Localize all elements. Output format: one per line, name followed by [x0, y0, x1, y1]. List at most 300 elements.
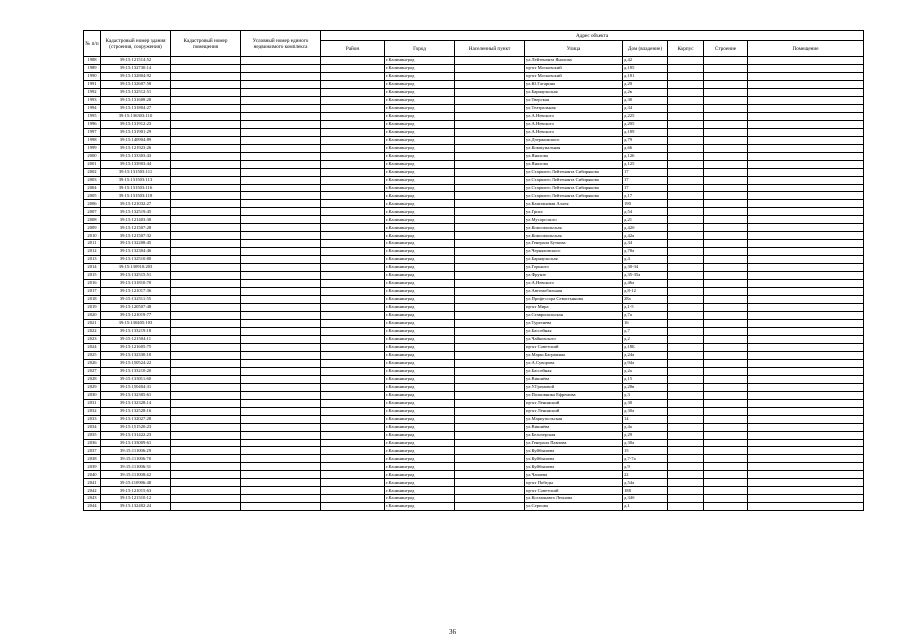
cell-conditional	[241, 304, 321, 312]
cell-city: г.Калининград	[385, 176, 455, 184]
cell-conditional	[241, 319, 321, 327]
cell-street: пр-кт Ленинский	[525, 399, 623, 407]
cell-city: г.Калининград	[385, 319, 455, 327]
cell-region	[321, 176, 385, 184]
cell-stroenie	[704, 399, 748, 407]
cell-cad-building: 39:15:140904:89	[101, 136, 171, 144]
cell-cad-premises	[171, 57, 241, 65]
cell-street: ул.Барнаульская	[525, 256, 623, 264]
cell-region	[321, 367, 385, 375]
cell-cad-building: 39:15:111008:42	[101, 471, 171, 479]
header-num: № п/п	[84, 31, 101, 57]
table-row	[84, 431, 864, 439]
cell-room	[748, 431, 864, 439]
cell-room	[748, 439, 864, 447]
cell-cad-premises	[171, 447, 241, 455]
cell-house: д.185	[623, 64, 668, 72]
cell-region	[321, 216, 385, 224]
cell-city: г.Калининград	[385, 487, 455, 495]
cell-house: д.29	[623, 431, 668, 439]
cell-house: д.181	[623, 72, 668, 80]
cell-cad-building: 39:15:132027:28	[101, 415, 171, 423]
cell-region	[321, 224, 385, 232]
cell-city: г.Калининград	[385, 423, 455, 431]
cell-region	[321, 256, 385, 264]
cell-room	[748, 471, 864, 479]
cell-korpus	[668, 168, 704, 176]
cell-num: 1999	[84, 144, 101, 152]
cell-stroenie	[704, 367, 748, 375]
cell-stroenie	[704, 479, 748, 487]
cell-korpus	[668, 383, 704, 391]
cell-settlement	[455, 375, 525, 383]
cell-house: д.1	[623, 503, 668, 511]
cell-city: г.Калининград	[385, 288, 455, 296]
cell-cad-premises	[171, 463, 241, 471]
cell-num: 2000	[84, 152, 101, 160]
cell-conditional	[241, 447, 321, 455]
cell-stroenie	[704, 351, 748, 359]
table-row	[84, 415, 864, 423]
cell-city: г.Калининград	[385, 120, 455, 128]
cell-cad-building: 39:15:132528:16	[101, 407, 171, 415]
cell-room	[748, 359, 864, 367]
cell-house: д.2	[623, 335, 668, 343]
cell-conditional	[241, 104, 321, 112]
cell-stroenie	[704, 272, 748, 280]
cell-korpus	[668, 216, 704, 224]
cell-street: ул.Бассейная	[525, 327, 623, 335]
cell-room	[748, 423, 864, 431]
cell-conditional	[241, 264, 321, 272]
cell-room	[748, 57, 864, 65]
cell-room	[748, 407, 864, 415]
cell-stroenie	[704, 144, 748, 152]
cell-conditional	[241, 455, 321, 463]
cell-cad-premises	[171, 280, 241, 288]
cell-conditional	[241, 152, 321, 160]
cell-settlement	[455, 208, 525, 216]
cell-stroenie	[704, 104, 748, 112]
cell-city: г.Калининград	[385, 431, 455, 439]
cell-cad-premises	[171, 128, 241, 136]
cell-settlement	[455, 168, 525, 176]
cell-cad-premises	[171, 471, 241, 479]
cell-num: 2020	[84, 312, 101, 320]
cell-stroenie	[704, 136, 748, 144]
cell-city: г.Калининград	[385, 256, 455, 264]
table-row	[84, 351, 864, 359]
cell-cad-building: 39:15:110906:48	[101, 479, 171, 487]
cell-region	[321, 391, 385, 399]
cell-conditional	[241, 184, 321, 192]
header-stroenie: Строение	[704, 41, 748, 57]
cell-region	[321, 152, 385, 160]
cell-korpus	[668, 160, 704, 168]
cell-settlement	[455, 248, 525, 256]
cell-stroenie	[704, 407, 748, 415]
cell-street: ул.Старшего Лейтенанта Сибирякова	[525, 168, 623, 176]
cell-num: 2035	[84, 431, 101, 439]
cell-num: 2032	[84, 407, 101, 415]
cell-street: ул.Горького	[525, 264, 623, 272]
cell-city: г.Калининград	[385, 57, 455, 65]
table-row	[84, 471, 864, 479]
cell-settlement	[455, 136, 525, 144]
cell-num: 2021	[84, 319, 101, 327]
cell-street: ул.Яналова	[525, 152, 623, 160]
table-row	[84, 280, 864, 288]
cell-conditional	[241, 112, 321, 120]
cell-city: г.Калининград	[385, 72, 455, 80]
cell-cad-building: 39:15:136303:110	[101, 112, 171, 120]
cell-stroenie	[704, 423, 748, 431]
cell-settlement	[455, 487, 525, 495]
cell-room	[748, 136, 864, 144]
cell-region	[321, 208, 385, 216]
cell-room	[748, 96, 864, 104]
cell-room	[748, 463, 864, 471]
cell-cad-building: 39:15:131804:27	[101, 104, 171, 112]
cell-num: 2019	[84, 304, 101, 312]
cell-room	[748, 399, 864, 407]
cell-stroenie	[704, 112, 748, 120]
cell-korpus	[668, 184, 704, 192]
cell-cad-premises	[171, 272, 241, 280]
cell-cad-premises	[171, 407, 241, 415]
cell-korpus	[668, 399, 704, 407]
cell-cad-premises	[171, 431, 241, 439]
cell-cad-building: 39:15:121923:26	[101, 144, 171, 152]
cell-region	[321, 280, 385, 288]
table-row	[84, 176, 864, 184]
cell-house: д.78а	[623, 248, 668, 256]
cell-num: 2023	[84, 335, 101, 343]
cell-region	[321, 312, 385, 320]
cell-street: ул.Куйбышева	[525, 455, 623, 463]
cell-street: ул.Тверская	[525, 96, 623, 104]
cell-conditional	[241, 192, 321, 200]
cell-cad-premises	[171, 335, 241, 343]
cell-house: д.126	[623, 152, 668, 160]
cell-city: г.Калининград	[385, 312, 455, 320]
cell-house: 17	[623, 168, 668, 176]
cell-house: д.4	[623, 256, 668, 264]
cell-cad-building: 39:15:121403:30	[101, 216, 171, 224]
cell-num: 2031	[84, 399, 101, 407]
cell-korpus	[668, 343, 704, 351]
cell-region	[321, 487, 385, 495]
cell-settlement	[455, 192, 525, 200]
cell-city: г.Калининград	[385, 80, 455, 88]
cell-cad-building: 39:15:131503:111	[101, 168, 171, 176]
cell-stroenie	[704, 240, 748, 248]
cell-korpus	[668, 232, 704, 240]
cell-cad-premises	[171, 399, 241, 407]
cell-num: 2006	[84, 200, 101, 208]
cell-korpus	[668, 288, 704, 296]
cell-street: ул.А.Невского	[525, 280, 623, 288]
cell-korpus	[668, 487, 704, 495]
cell-settlement	[455, 256, 525, 264]
cell-house: д.205	[623, 120, 668, 128]
cell-region	[321, 463, 385, 471]
cell-settlement	[455, 112, 525, 120]
cell-cad-building: 39:15:121605:75	[101, 343, 171, 351]
cell-cad-premises	[171, 319, 241, 327]
cell-conditional	[241, 375, 321, 383]
cell-cad-premises	[171, 72, 241, 80]
cell-conditional	[241, 176, 321, 184]
cell-settlement	[455, 407, 525, 415]
cell-region	[321, 495, 385, 503]
cell-stroenie	[704, 57, 748, 65]
table-row	[84, 304, 864, 312]
cell-korpus	[668, 112, 704, 120]
cell-conditional	[241, 128, 321, 136]
cell-conditional	[241, 312, 321, 320]
table-row	[84, 192, 864, 200]
table-row	[84, 447, 864, 455]
cell-city: г.Калининград	[385, 463, 455, 471]
table-row	[84, 503, 864, 511]
cell-num: 2034	[84, 423, 101, 431]
cell-stroenie	[704, 200, 748, 208]
cell-settlement	[455, 152, 525, 160]
cell-region	[321, 503, 385, 511]
cell-cad-building: 39:15:121310:12	[101, 495, 171, 503]
table-row	[84, 200, 864, 208]
table-row	[84, 168, 864, 176]
cell-stroenie	[704, 343, 748, 351]
cell-num: 2015	[84, 272, 101, 280]
cell-street: ул.Чайковского	[525, 335, 623, 343]
cell-settlement	[455, 463, 525, 471]
cell-settlement	[455, 383, 525, 391]
cell-cad-building: 39:15:121017:36	[101, 288, 171, 296]
cell-street: ул.Автомобильная	[525, 288, 623, 296]
cell-stroenie	[704, 224, 748, 232]
cell-settlement	[455, 359, 525, 367]
cell-conditional	[241, 72, 321, 80]
cell-stroenie	[704, 327, 748, 335]
cell-house: д.54	[623, 208, 668, 216]
cell-region	[321, 471, 385, 479]
table-row	[84, 463, 864, 471]
cell-stroenie	[704, 359, 748, 367]
cell-num: 1990	[84, 72, 101, 80]
cell-region	[321, 447, 385, 455]
table-row	[84, 495, 864, 503]
cell-stroenie	[704, 415, 748, 423]
cell-conditional	[241, 232, 321, 240]
cell-cad-premises	[171, 248, 241, 256]
cell-city: г.Калининград	[385, 216, 455, 224]
cell-region	[321, 455, 385, 463]
header-korpus: Корпус	[668, 41, 704, 57]
cell-num: 2040	[84, 471, 101, 479]
cell-region	[321, 184, 385, 192]
cell-room	[748, 192, 864, 200]
table-row	[84, 367, 864, 375]
cell-city: г.Калининград	[385, 399, 455, 407]
cell-korpus	[668, 264, 704, 272]
cell-conditional	[241, 431, 321, 439]
cell-room	[748, 288, 864, 296]
cell-house: д.7	[623, 327, 668, 335]
cell-room	[748, 184, 864, 192]
cell-room	[748, 447, 864, 455]
cell-street: ул.У.Громовой	[525, 383, 623, 391]
cell-room	[748, 383, 864, 391]
cell-korpus	[668, 447, 704, 455]
table-row	[84, 120, 864, 128]
cell-street: пр-кт Советский	[525, 343, 623, 351]
cell-stroenie	[704, 88, 748, 96]
cell-korpus	[668, 152, 704, 160]
cell-cad-building: 39:15:131503:118	[101, 192, 171, 200]
table-row	[84, 296, 864, 304]
cell-region	[321, 96, 385, 104]
cell-room	[748, 72, 864, 80]
cell-settlement	[455, 176, 525, 184]
cell-region	[321, 192, 385, 200]
cell-num: 2004	[84, 184, 101, 192]
cell-stroenie	[704, 192, 748, 200]
cell-conditional	[241, 327, 321, 335]
table-row	[84, 391, 864, 399]
cell-city: г.Калининград	[385, 128, 455, 136]
table-row	[84, 160, 864, 168]
cell-room	[748, 160, 864, 168]
cell-room	[748, 312, 864, 320]
cell-cad-building: 39:15:131503:113	[101, 176, 171, 184]
cell-cad-building: 39:15:121504:11	[101, 335, 171, 343]
cell-cad-premises	[171, 232, 241, 240]
cell-room	[748, 224, 864, 232]
cell-settlement	[455, 144, 525, 152]
cell-street: ул.Мусоргского	[525, 216, 623, 224]
page-number: 36	[449, 628, 456, 636]
cell-num: 2001	[84, 160, 101, 168]
cell-cad-building: 39:15:111006:70	[101, 455, 171, 463]
cell-house: д.2а	[623, 367, 668, 375]
cell-room	[748, 176, 864, 184]
cell-region	[321, 240, 385, 248]
cell-korpus	[668, 96, 704, 104]
table-row	[84, 359, 864, 367]
cell-korpus	[668, 64, 704, 72]
cell-street: пр-кт Советский	[525, 487, 623, 495]
table-row	[84, 128, 864, 136]
cell-korpus	[668, 272, 704, 280]
cell-korpus	[668, 335, 704, 343]
cell-num: 2039	[84, 463, 101, 471]
cell-cad-premises	[171, 192, 241, 200]
cell-korpus	[668, 208, 704, 216]
cell-korpus	[668, 455, 704, 463]
cell-korpus	[668, 471, 704, 479]
cell-cad-premises	[171, 216, 241, 224]
cell-region	[321, 64, 385, 72]
cell-city: г.Калининград	[385, 495, 455, 503]
cell-house: д.79	[623, 136, 668, 144]
cell-cad-premises	[171, 375, 241, 383]
cell-conditional	[241, 160, 321, 168]
cell-street: пр-кт Московский	[525, 64, 623, 72]
cell-korpus	[668, 176, 704, 184]
table-row	[84, 240, 864, 248]
cell-cad-building: 39:15:131503:116	[101, 184, 171, 192]
cell-stroenie	[704, 319, 748, 327]
cell-conditional	[241, 136, 321, 144]
cell-city: г.Калининград	[385, 144, 455, 152]
cell-stroenie	[704, 431, 748, 439]
table-row	[84, 312, 864, 320]
cell-cad-building: 39:15:131422:23	[101, 431, 171, 439]
table-row	[84, 375, 864, 383]
cell-region	[321, 200, 385, 208]
cell-room	[748, 208, 864, 216]
cell-house: д.225	[623, 112, 668, 120]
cell-city: г.Калининград	[385, 224, 455, 232]
cell-korpus	[668, 57, 704, 65]
cell-stroenie	[704, 312, 748, 320]
cell-street: ул.Старшего Лейтенанта Сибирякова	[525, 176, 623, 184]
cell-street: ул.Полковника Ефремова	[525, 391, 623, 399]
cell-city: г.Калининград	[385, 471, 455, 479]
cell-settlement	[455, 160, 525, 168]
table-row	[84, 80, 864, 88]
cell-conditional	[241, 224, 321, 232]
cell-house: 16	[623, 319, 668, 327]
cell-cad-building: 39:15:133009:61	[101, 439, 171, 447]
cell-num: 2044	[84, 503, 101, 511]
cell-num: 1988	[84, 57, 101, 65]
cell-cad-building: 39:15:130405:103	[101, 319, 171, 327]
cell-house: д.7-7а	[623, 455, 668, 463]
cell-region	[321, 431, 385, 439]
cell-korpus	[668, 367, 704, 375]
table-row	[84, 96, 864, 104]
cell-korpus	[668, 423, 704, 431]
cell-house: д.20	[623, 80, 668, 88]
cell-cad-building: 39:15:131901:29	[101, 128, 171, 136]
cell-settlement	[455, 367, 525, 375]
cell-city: г.Калининград	[385, 88, 455, 96]
cell-house: д.24а	[623, 351, 668, 359]
table-body	[84, 57, 864, 511]
cell-conditional	[241, 240, 321, 248]
cell-house: д.2в	[623, 88, 668, 96]
cell-num: 2016	[84, 280, 101, 288]
cell-korpus	[668, 224, 704, 232]
cell-korpus	[668, 80, 704, 88]
cell-conditional	[241, 367, 321, 375]
cell-street: ул.Марш.Баграмяна	[525, 351, 623, 359]
cell-cad-building: 39:15:130910:203	[101, 264, 171, 272]
cell-stroenie	[704, 64, 748, 72]
cell-street: ул.Яналова	[525, 160, 623, 168]
table-row	[84, 64, 864, 72]
cell-house: 14	[623, 415, 668, 423]
cell-street: ул.А.Невского	[525, 120, 623, 128]
cell-street: пр-кт Мира	[525, 304, 623, 312]
cell-region	[321, 120, 385, 128]
cell-city: г.Калининград	[385, 96, 455, 104]
cell-cad-premises	[171, 296, 241, 304]
table-row	[84, 248, 864, 256]
